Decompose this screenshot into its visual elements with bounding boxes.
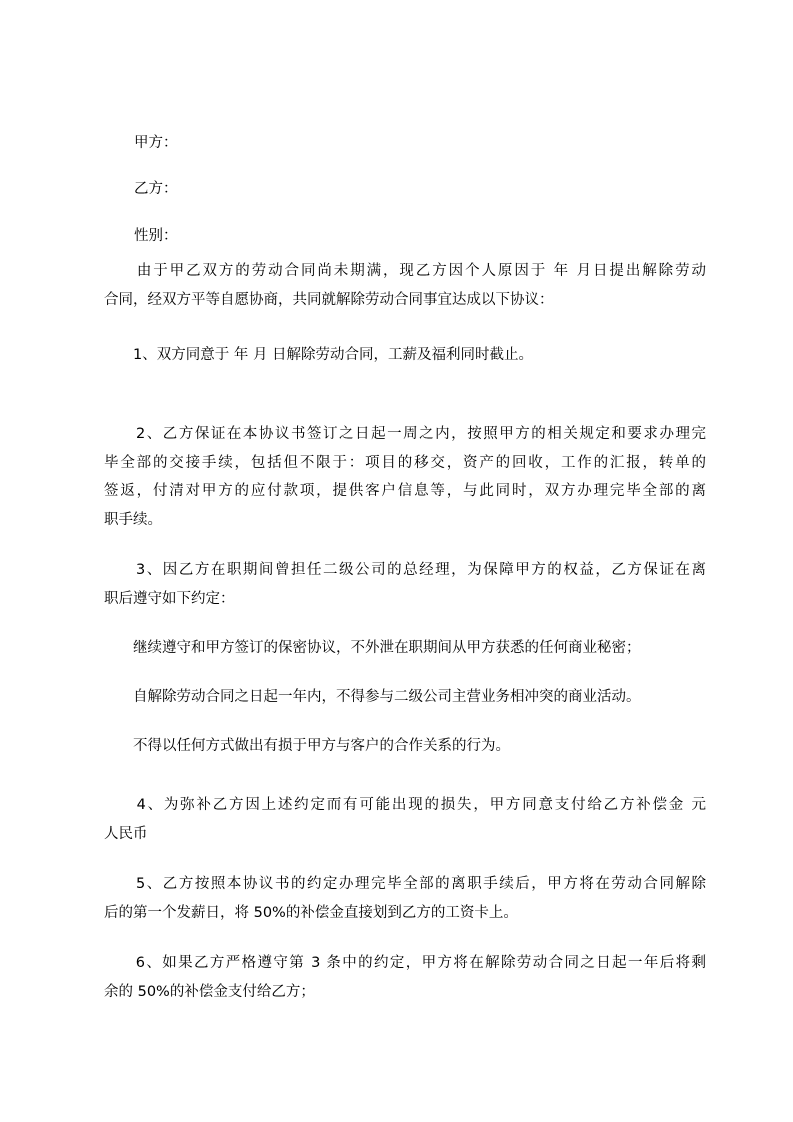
text-line: 职后遵守如下约定： <box>104 590 235 607</box>
text-line: 人民币 <box>104 825 148 842</box>
text-line: 合同，经双方平等自愿协商，共同就解除劳动合同事宜达成以下协议： <box>104 291 554 308</box>
intro-paragraph <box>104 257 706 314</box>
text-line: 乙方： <box>134 181 178 197</box>
clause-3-item-3 <box>104 732 706 761</box>
text-line: 由于甲乙双方的劳动合同尚未期满，现乙方因个人原因于 年 月日提出解除劳动 <box>104 263 706 279</box>
clause-4 <box>104 791 706 848</box>
text-line: 签返，付清对甲方的应付款项，提供客户信息等，与此同时，双方办理完毕全部的离 <box>104 483 706 499</box>
clause-5 <box>104 870 706 927</box>
text-line: 性别： <box>134 228 178 244</box>
text-line: 6、如果乙方严格遵守第 3 条中的约定，甲方将在解除劳动合同之日起一年后将剩 <box>104 955 706 971</box>
clause-2 <box>104 420 706 534</box>
party-a-label <box>104 129 706 158</box>
text-line: 余的 50%的补偿金支付给乙方； <box>104 983 315 1000</box>
clause-1 <box>104 341 706 370</box>
text-line: 毕全部的交接手续，包括但不限于：项目的移交，资产的回收，工作的汇报，转单的 <box>104 454 706 471</box>
party-b-label <box>104 175 706 204</box>
clause-3-item-2 <box>104 683 706 712</box>
text-line: 4、为弥补乙方因上述约定而有可能出现的损失，甲方同意支付给乙方补偿金 元 <box>104 797 706 813</box>
text-line: 自解除劳动合同之日起一年内，不得参与二级公司主营业务相冲突的商业活动。 <box>104 689 641 705</box>
text-line: 3、因乙方在职期间曾担任二级公司的总经理，为保障甲方的权益，乙方保证在离 <box>104 562 706 578</box>
clause-3 <box>104 556 706 613</box>
text-line: 1、双方同意于 年 月 日解除劳动合同，工薪及福利同时截止。 <box>104 347 534 363</box>
clause-6 <box>104 949 706 1006</box>
text-line: 2、乙方保证在本协议书签订之日起一周之内，按照甲方的相关规定和要求办理完 <box>104 426 706 442</box>
text-line: 后的第一个发薪日，将 50%的补偿金直接划到乙方的工资卡上。 <box>104 904 518 921</box>
gender-label <box>104 222 706 251</box>
text-line: 甲方： <box>134 135 178 151</box>
text-line: 5、乙方按照本协议书的约定办理完毕全部的离职手续后，甲方将在劳动合同解除 <box>104 876 706 892</box>
text-line: 职手续。 <box>104 511 162 528</box>
clause-3-item-1 <box>104 634 706 663</box>
text-line: 继续遵守和甲方签订的保密协议，不外泄在职期间从甲方获悉的任何商业秘密； <box>104 640 641 656</box>
text-line: 不得以任何方式做出有损于甲方与客户的合作关系的行为。 <box>104 738 510 754</box>
